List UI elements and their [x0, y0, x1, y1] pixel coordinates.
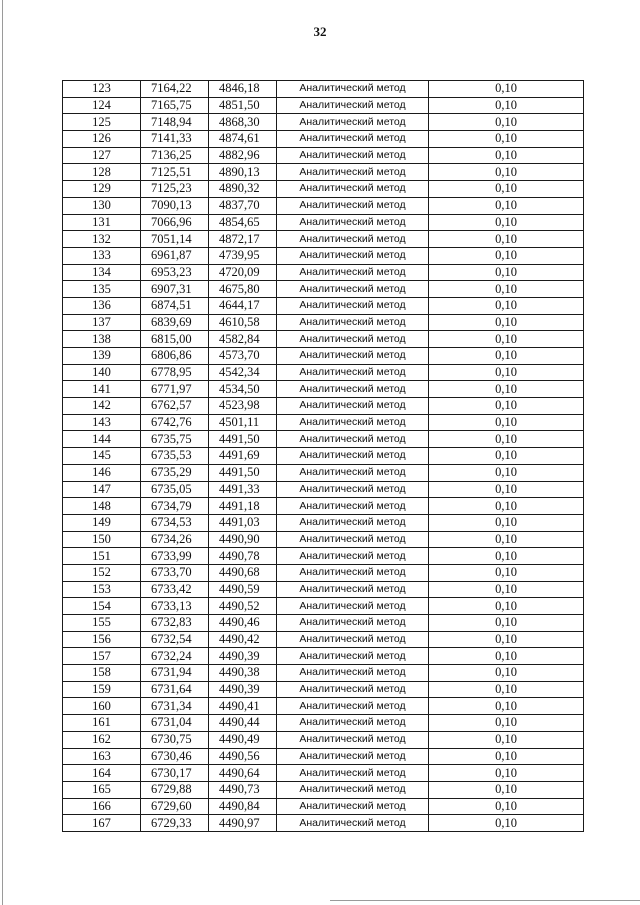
method-cell: Аналитический метод	[277, 748, 429, 765]
method-cell: Аналитический метод	[277, 364, 429, 381]
point-number-cell: 151	[63, 548, 141, 565]
table-row	[63, 314, 584, 331]
point-number-cell: 137	[63, 314, 141, 331]
x-coordinate-cell: 6733,13	[141, 598, 209, 615]
method-cell: Аналитический метод	[277, 431, 429, 448]
point-number-cell: 130	[63, 197, 141, 214]
x-coordinate-cell: 6729,60	[141, 798, 209, 815]
table-row	[63, 297, 584, 314]
table-row	[63, 715, 584, 732]
method-cell: Аналитический метод	[277, 698, 429, 715]
table-row	[63, 414, 584, 431]
point-number-cell: 155	[63, 615, 141, 632]
method-cell: Аналитический метод	[277, 548, 429, 565]
accuracy-cell: 0,10	[429, 631, 584, 648]
accuracy-cell: 0,10	[429, 214, 584, 231]
point-number-cell: 154	[63, 598, 141, 615]
point-number-cell: 162	[63, 731, 141, 748]
accuracy-cell: 0,10	[429, 514, 584, 531]
y-coordinate-cell: 4534,50	[209, 381, 277, 398]
table-row	[63, 348, 584, 365]
accuracy-cell: 0,10	[429, 598, 584, 615]
table-row	[63, 514, 584, 531]
accuracy-cell: 0,10	[429, 314, 584, 331]
table-row	[63, 164, 584, 181]
scan-edge-bottom	[330, 900, 640, 901]
table-row	[63, 681, 584, 698]
table-row	[63, 81, 584, 98]
point-number-cell: 156	[63, 631, 141, 648]
y-coordinate-cell: 4720,09	[209, 264, 277, 281]
accuracy-cell: 0,10	[429, 264, 584, 281]
y-coordinate-cell: 4490,42	[209, 631, 277, 648]
accuracy-cell: 0,10	[429, 147, 584, 164]
x-coordinate-cell: 6771,97	[141, 381, 209, 398]
accuracy-cell: 0,10	[429, 131, 584, 148]
accuracy-cell: 0,10	[429, 798, 584, 815]
y-coordinate-cell: 4490,39	[209, 681, 277, 698]
accuracy-cell: 0,10	[429, 681, 584, 698]
x-coordinate-cell: 6733,99	[141, 548, 209, 565]
method-cell: Аналитический метод	[277, 197, 429, 214]
table-row	[63, 581, 584, 598]
point-number-cell: 145	[63, 448, 141, 465]
table-row	[63, 765, 584, 782]
y-coordinate-cell: 4739,95	[209, 247, 277, 264]
y-coordinate-cell: 4490,56	[209, 748, 277, 765]
point-number-cell: 123	[63, 81, 141, 98]
point-number-cell: 144	[63, 431, 141, 448]
table-row	[63, 531, 584, 548]
table-row	[63, 631, 584, 648]
table-row	[63, 431, 584, 448]
point-number-cell: 153	[63, 581, 141, 598]
method-cell: Аналитический метод	[277, 731, 429, 748]
table-row	[63, 781, 584, 798]
table-row	[63, 665, 584, 682]
page-number: 32	[313, 24, 327, 39]
table-row	[63, 181, 584, 198]
method-cell: Аналитический метод	[277, 147, 429, 164]
x-coordinate-cell: 6742,76	[141, 414, 209, 431]
method-cell: Аналитический метод	[277, 781, 429, 798]
method-cell: Аналитический метод	[277, 348, 429, 365]
accuracy-cell: 0,10	[429, 331, 584, 348]
method-cell: Аналитический метод	[277, 131, 429, 148]
y-coordinate-cell: 4490,49	[209, 731, 277, 748]
x-coordinate-cell: 6730,17	[141, 765, 209, 782]
x-coordinate-cell: 6778,95	[141, 364, 209, 381]
point-number-cell: 149	[63, 514, 141, 531]
table-row	[63, 448, 584, 465]
y-coordinate-cell: 4491,18	[209, 498, 277, 515]
y-coordinate-cell: 4490,64	[209, 765, 277, 782]
table-row	[63, 147, 584, 164]
y-coordinate-cell: 4491,50	[209, 431, 277, 448]
x-coordinate-cell: 6735,05	[141, 481, 209, 498]
x-coordinate-cell: 6734,79	[141, 498, 209, 515]
accuracy-cell: 0,10	[429, 715, 584, 732]
table-row	[63, 331, 584, 348]
y-coordinate-cell: 4851,50	[209, 97, 277, 114]
method-cell: Аналитический метод	[277, 97, 429, 114]
x-coordinate-cell: 7148,94	[141, 114, 209, 131]
point-number-cell: 152	[63, 564, 141, 581]
coordinates-table	[62, 80, 584, 832]
x-coordinate-cell: 6839,69	[141, 314, 209, 331]
accuracy-cell: 0,10	[429, 181, 584, 198]
method-cell: Аналитический метод	[277, 398, 429, 415]
x-coordinate-cell: 6730,46	[141, 748, 209, 765]
table-row	[63, 398, 584, 415]
point-number-cell: 124	[63, 97, 141, 114]
point-number-cell: 166	[63, 798, 141, 815]
method-cell: Аналитический метод	[277, 815, 429, 832]
method-cell: Аналитический метод	[277, 464, 429, 481]
y-coordinate-cell: 4490,44	[209, 715, 277, 732]
method-cell: Аналитический метод	[277, 164, 429, 181]
table-row	[63, 464, 584, 481]
point-number-cell: 164	[63, 765, 141, 782]
point-number-cell: 125	[63, 114, 141, 131]
x-coordinate-cell: 7164,22	[141, 81, 209, 98]
y-coordinate-cell: 4490,52	[209, 598, 277, 615]
method-cell: Аналитический метод	[277, 264, 429, 281]
y-coordinate-cell: 4582,84	[209, 331, 277, 348]
accuracy-cell: 0,10	[429, 281, 584, 298]
table-row	[63, 364, 584, 381]
accuracy-cell: 0,10	[429, 247, 584, 264]
point-number-cell: 136	[63, 297, 141, 314]
y-coordinate-cell: 4854,65	[209, 214, 277, 231]
table-row	[63, 281, 584, 298]
method-cell: Аналитический метод	[277, 314, 429, 331]
point-number-cell: 135	[63, 281, 141, 298]
point-number-cell: 165	[63, 781, 141, 798]
x-coordinate-cell: 6907,31	[141, 281, 209, 298]
point-number-cell: 159	[63, 681, 141, 698]
x-coordinate-cell: 7165,75	[141, 97, 209, 114]
accuracy-cell: 0,10	[429, 781, 584, 798]
table-row	[63, 381, 584, 398]
accuracy-cell: 0,10	[429, 97, 584, 114]
accuracy-cell: 0,10	[429, 381, 584, 398]
y-coordinate-cell: 4890,32	[209, 181, 277, 198]
y-coordinate-cell: 4490,68	[209, 564, 277, 581]
table-row	[63, 698, 584, 715]
y-coordinate-cell: 4837,70	[209, 197, 277, 214]
coordinates-table-body	[63, 81, 584, 832]
method-cell: Аналитический метод	[277, 381, 429, 398]
x-coordinate-cell: 7141,33	[141, 131, 209, 148]
x-coordinate-cell: 6731,64	[141, 681, 209, 698]
accuracy-cell: 0,10	[429, 765, 584, 782]
x-coordinate-cell: 6731,34	[141, 698, 209, 715]
table-row	[63, 815, 584, 832]
x-coordinate-cell: 6961,87	[141, 247, 209, 264]
method-cell: Аналитический метод	[277, 665, 429, 682]
accuracy-cell: 0,10	[429, 464, 584, 481]
x-coordinate-cell: 6732,54	[141, 631, 209, 648]
point-number-cell: 134	[63, 264, 141, 281]
y-coordinate-cell: 4490,97	[209, 815, 277, 832]
x-coordinate-cell: 7051,14	[141, 231, 209, 248]
accuracy-cell: 0,10	[429, 748, 584, 765]
x-coordinate-cell: 6732,83	[141, 615, 209, 632]
y-coordinate-cell: 4490,41	[209, 698, 277, 715]
method-cell: Аналитический метод	[277, 498, 429, 515]
accuracy-cell: 0,10	[429, 615, 584, 632]
accuracy-cell: 0,10	[429, 297, 584, 314]
x-coordinate-cell: 7136,25	[141, 147, 209, 164]
x-coordinate-cell: 6734,53	[141, 514, 209, 531]
accuracy-cell: 0,10	[429, 548, 584, 565]
point-number-cell: 148	[63, 498, 141, 515]
point-number-cell: 158	[63, 665, 141, 682]
x-coordinate-cell: 6733,42	[141, 581, 209, 598]
table-row	[63, 798, 584, 815]
scan-edge-left	[2, 0, 3, 905]
method-cell: Аналитический метод	[277, 481, 429, 498]
table-row	[63, 731, 584, 748]
accuracy-cell: 0,10	[429, 815, 584, 832]
accuracy-cell: 0,10	[429, 414, 584, 431]
method-cell: Аналитический метод	[277, 681, 429, 698]
point-number-cell: 139	[63, 348, 141, 365]
y-coordinate-cell: 4610,58	[209, 314, 277, 331]
table-row	[63, 481, 584, 498]
y-coordinate-cell: 4491,03	[209, 514, 277, 531]
x-coordinate-cell: 6734,26	[141, 531, 209, 548]
point-number-cell: 142	[63, 398, 141, 415]
table-row	[63, 131, 584, 148]
x-coordinate-cell: 7066,96	[141, 214, 209, 231]
accuracy-cell: 0,10	[429, 431, 584, 448]
point-number-cell: 127	[63, 147, 141, 164]
x-coordinate-cell: 6953,23	[141, 264, 209, 281]
method-cell: Аналитический метод	[277, 564, 429, 581]
method-cell: Аналитический метод	[277, 615, 429, 632]
point-number-cell: 167	[63, 815, 141, 832]
y-coordinate-cell: 4490,38	[209, 665, 277, 682]
point-number-cell: 150	[63, 531, 141, 548]
x-coordinate-cell: 7125,23	[141, 181, 209, 198]
y-coordinate-cell: 4490,78	[209, 548, 277, 565]
y-coordinate-cell: 4490,39	[209, 648, 277, 665]
y-coordinate-cell: 4542,34	[209, 364, 277, 381]
y-coordinate-cell: 4874,61	[209, 131, 277, 148]
table-row	[63, 114, 584, 131]
accuracy-cell: 0,10	[429, 114, 584, 131]
point-number-cell: 163	[63, 748, 141, 765]
x-coordinate-cell: 6729,33	[141, 815, 209, 832]
point-number-cell: 161	[63, 715, 141, 732]
accuracy-cell: 0,10	[429, 581, 584, 598]
y-coordinate-cell: 4573,70	[209, 348, 277, 365]
x-coordinate-cell: 6874,51	[141, 297, 209, 314]
table-row	[63, 197, 584, 214]
x-coordinate-cell: 6735,53	[141, 448, 209, 465]
method-cell: Аналитический метод	[277, 448, 429, 465]
point-number-cell: 143	[63, 414, 141, 431]
method-cell: Аналитический метод	[277, 81, 429, 98]
point-number-cell: 147	[63, 481, 141, 498]
accuracy-cell: 0,10	[429, 648, 584, 665]
table-row	[63, 548, 584, 565]
method-cell: Аналитический метод	[277, 231, 429, 248]
x-coordinate-cell: 6732,24	[141, 648, 209, 665]
accuracy-cell: 0,10	[429, 164, 584, 181]
x-coordinate-cell: 7125,51	[141, 164, 209, 181]
accuracy-cell: 0,10	[429, 448, 584, 465]
point-number-cell: 126	[63, 131, 141, 148]
method-cell: Аналитический метод	[277, 531, 429, 548]
method-cell: Аналитический метод	[277, 414, 429, 431]
table-row	[63, 615, 584, 632]
method-cell: Аналитический метод	[277, 648, 429, 665]
point-number-cell: 133	[63, 247, 141, 264]
y-coordinate-cell: 4846,18	[209, 81, 277, 98]
y-coordinate-cell: 4490,84	[209, 798, 277, 815]
y-coordinate-cell: 4490,90	[209, 531, 277, 548]
point-number-cell: 157	[63, 648, 141, 665]
y-coordinate-cell: 4490,46	[209, 615, 277, 632]
y-coordinate-cell: 4882,96	[209, 147, 277, 164]
accuracy-cell: 0,10	[429, 698, 584, 715]
method-cell: Аналитический метод	[277, 581, 429, 598]
x-coordinate-cell: 6735,29	[141, 464, 209, 481]
accuracy-cell: 0,10	[429, 398, 584, 415]
x-coordinate-cell: 6815,00	[141, 331, 209, 348]
accuracy-cell: 0,10	[429, 731, 584, 748]
method-cell: Аналитический метод	[277, 214, 429, 231]
method-cell: Аналитический метод	[277, 598, 429, 615]
table-row	[63, 648, 584, 665]
point-number-cell: 141	[63, 381, 141, 398]
y-coordinate-cell: 4491,33	[209, 481, 277, 498]
accuracy-cell: 0,10	[429, 665, 584, 682]
table-row	[63, 264, 584, 281]
method-cell: Аналитический метод	[277, 297, 429, 314]
method-cell: Аналитический метод	[277, 631, 429, 648]
y-coordinate-cell: 4490,59	[209, 581, 277, 598]
x-coordinate-cell: 6762,57	[141, 398, 209, 415]
point-number-cell: 131	[63, 214, 141, 231]
accuracy-cell: 0,10	[429, 348, 584, 365]
point-number-cell: 129	[63, 181, 141, 198]
table-row	[63, 214, 584, 231]
accuracy-cell: 0,10	[429, 531, 584, 548]
y-coordinate-cell: 4868,30	[209, 114, 277, 131]
accuracy-cell: 0,10	[429, 481, 584, 498]
method-cell: Аналитический метод	[277, 715, 429, 732]
x-coordinate-cell: 7090,13	[141, 197, 209, 214]
x-coordinate-cell: 6806,86	[141, 348, 209, 365]
method-cell: Аналитический метод	[277, 798, 429, 815]
table-row	[63, 564, 584, 581]
y-coordinate-cell: 4490,73	[209, 781, 277, 798]
accuracy-cell: 0,10	[429, 197, 584, 214]
accuracy-cell: 0,10	[429, 231, 584, 248]
accuracy-cell: 0,10	[429, 81, 584, 98]
table-row	[63, 97, 584, 114]
y-coordinate-cell: 4501,11	[209, 414, 277, 431]
x-coordinate-cell: 6729,88	[141, 781, 209, 798]
table-row	[63, 231, 584, 248]
method-cell: Аналитический метод	[277, 114, 429, 131]
y-coordinate-cell: 4491,50	[209, 464, 277, 481]
point-number-cell: 128	[63, 164, 141, 181]
point-number-cell: 138	[63, 331, 141, 348]
table-row	[63, 498, 584, 515]
y-coordinate-cell: 4491,69	[209, 448, 277, 465]
table-row	[63, 598, 584, 615]
method-cell: Аналитический метод	[277, 281, 429, 298]
y-coordinate-cell: 4644,17	[209, 297, 277, 314]
y-coordinate-cell: 4523,98	[209, 398, 277, 415]
method-cell: Аналитический метод	[277, 181, 429, 198]
accuracy-cell: 0,10	[429, 498, 584, 515]
accuracy-cell: 0,10	[429, 364, 584, 381]
method-cell: Аналитический метод	[277, 247, 429, 264]
x-coordinate-cell: 6735,75	[141, 431, 209, 448]
point-number-cell: 132	[63, 231, 141, 248]
y-coordinate-cell: 4675,80	[209, 281, 277, 298]
x-coordinate-cell: 6731,04	[141, 715, 209, 732]
x-coordinate-cell: 6731,94	[141, 665, 209, 682]
point-number-cell: 160	[63, 698, 141, 715]
y-coordinate-cell: 4872,17	[209, 231, 277, 248]
table-row	[63, 247, 584, 264]
x-coordinate-cell: 6730,75	[141, 731, 209, 748]
y-coordinate-cell: 4890,13	[209, 164, 277, 181]
method-cell: Аналитический метод	[277, 765, 429, 782]
point-number-cell: 140	[63, 364, 141, 381]
method-cell: Аналитический метод	[277, 331, 429, 348]
table-row	[63, 748, 584, 765]
accuracy-cell: 0,10	[429, 564, 584, 581]
point-number-cell: 146	[63, 464, 141, 481]
method-cell: Аналитический метод	[277, 514, 429, 531]
x-coordinate-cell: 6733,70	[141, 564, 209, 581]
